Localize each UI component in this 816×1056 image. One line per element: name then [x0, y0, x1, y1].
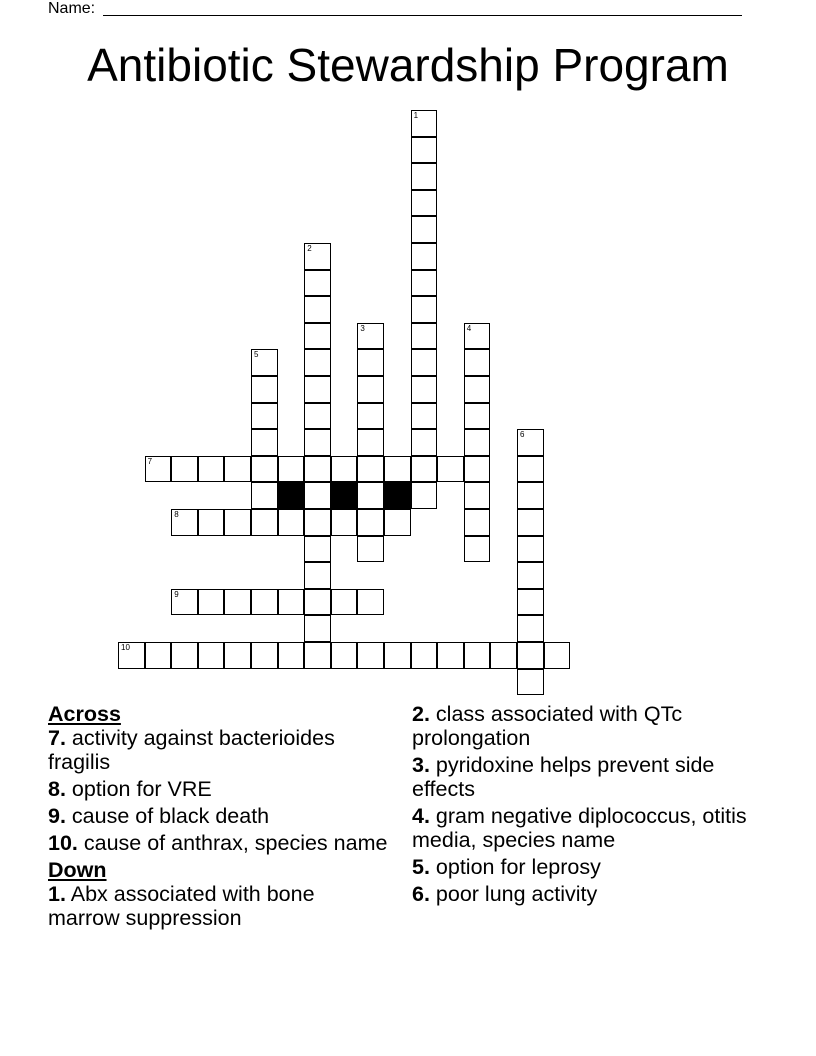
grid-cell[interactable]	[357, 349, 384, 376]
grid-cell[interactable]	[278, 642, 305, 669]
grid-cell[interactable]	[490, 642, 517, 669]
grid-cell[interactable]	[304, 509, 331, 536]
grid-cell[interactable]	[357, 376, 384, 403]
clue-down-1	[48, 882, 388, 930]
clue-text: gram negative diplococcus, otitis media, species name	[412, 804, 747, 852]
grid-cell[interactable]	[464, 403, 491, 430]
clue-number: 6.	[412, 882, 430, 906]
grid-cell[interactable]	[411, 190, 438, 217]
grid-cell[interactable]	[517, 456, 544, 483]
grid-cell[interactable]	[464, 323, 491, 350]
grid-cell[interactable]	[437, 642, 464, 669]
clue-number-label: 7	[147, 456, 153, 466]
grid-cell[interactable]	[411, 429, 438, 456]
grid-cell[interactable]	[198, 509, 225, 536]
grid-cell[interactable]	[517, 536, 544, 563]
clue-down-4	[412, 804, 772, 852]
grid-cell[interactable]	[171, 509, 198, 536]
clue-across-7	[48, 726, 388, 774]
grid-cell[interactable]	[464, 642, 491, 669]
grid-cell[interactable]	[224, 642, 251, 669]
grid-cell[interactable]	[278, 456, 305, 483]
grid-cell[interactable]	[251, 429, 278, 456]
grid-cell[interactable]	[517, 562, 544, 589]
grid-cell[interactable]	[411, 110, 438, 137]
grid-cell[interactable]	[517, 482, 544, 509]
grid-cell[interactable]	[357, 509, 384, 536]
grid-cell[interactable]	[304, 349, 331, 376]
grid-cell[interactable]	[411, 349, 438, 376]
grid-cell[interactable]	[517, 589, 544, 616]
grid-cell[interactable]	[304, 589, 331, 616]
grid-cell[interactable]	[331, 589, 358, 616]
grid-cell[interactable]	[411, 243, 438, 270]
grid-cell[interactable]	[331, 509, 358, 536]
grid-cell[interactable]	[304, 429, 331, 456]
grid-cell[interactable]	[411, 296, 438, 323]
grid-cell[interactable]	[145, 456, 172, 483]
grid-cell[interactable]	[278, 509, 305, 536]
grid-cell[interactable]	[171, 642, 198, 669]
grid-cell[interactable]	[517, 669, 544, 696]
clue-down-5	[412, 855, 772, 879]
grid-cell[interactable]	[464, 509, 491, 536]
clue-text: Abx associated with bone marrow suppression	[48, 882, 315, 930]
clue-number: 2.	[412, 702, 430, 726]
grid-cell[interactable]	[357, 642, 384, 669]
grid-cell[interactable]	[464, 429, 491, 456]
grid-cell[interactable]	[357, 482, 384, 509]
black-square	[384, 482, 411, 509]
clue-number-label: 10	[121, 643, 130, 652]
grid-cell[interactable]	[384, 456, 411, 483]
grid-cell[interactable]	[251, 589, 278, 616]
clue-down-6	[412, 882, 772, 906]
grid-cell[interactable]	[304, 562, 331, 589]
grid-cell[interactable]	[411, 323, 438, 350]
grid-cell[interactable]	[517, 429, 544, 456]
grid-cell[interactable]	[517, 642, 544, 669]
grid-cell[interactable]	[357, 456, 384, 483]
grid-cell[interactable]	[464, 376, 491, 403]
clue-number: 4.	[412, 804, 430, 828]
grid-cell[interactable]	[224, 456, 251, 483]
clue-number-label: 9	[174, 589, 179, 599]
grid-cell[interactable]	[304, 270, 331, 297]
clue-text: cause of anthrax, species name	[83, 831, 388, 855]
grid-cell[interactable]	[251, 376, 278, 403]
grid-cell[interactable]	[118, 642, 145, 669]
grid-cell[interactable]	[251, 456, 278, 483]
grid-cell[interactable]	[437, 456, 464, 483]
across-heading: Across	[48, 702, 121, 726]
grid-cell[interactable]	[251, 403, 278, 430]
grid-cell[interactable]	[357, 429, 384, 456]
clue-text: poor lung activity	[435, 882, 598, 906]
clue-text: pyridoxine helps prevent side effects	[412, 753, 715, 801]
grid-cell[interactable]	[357, 323, 384, 350]
grid-cell[interactable]	[251, 642, 278, 669]
clue-number: 10.	[48, 831, 78, 855]
grid-cell[interactable]	[304, 642, 331, 669]
grid-cell[interactable]	[304, 536, 331, 563]
clue-number: 3.	[412, 753, 430, 777]
clue-across-10	[48, 831, 388, 855]
grid-cell[interactable]	[411, 270, 438, 297]
grid-cell[interactable]	[304, 376, 331, 403]
grid-cell[interactable]	[251, 349, 278, 376]
grid-cell[interactable]	[411, 456, 438, 483]
grid-cell[interactable]	[411, 376, 438, 403]
clue-across-9	[48, 804, 388, 828]
clue-text: activity against bacterioides fragilis	[48, 726, 335, 774]
clue-text: option for leprosy	[435, 855, 601, 879]
clue-text: cause of black death	[71, 804, 270, 828]
grid-cell[interactable]	[331, 456, 358, 483]
grid-cell[interactable]	[304, 243, 331, 270]
clue-number: 8.	[48, 777, 66, 801]
grid-cell[interactable]	[411, 163, 438, 190]
grid-cell[interactable]	[171, 456, 198, 483]
grid-cell[interactable]	[171, 589, 198, 616]
black-square	[331, 482, 358, 509]
clue-number-label: 3	[360, 323, 365, 333]
clue-number-label: 5	[254, 350, 259, 360]
grid-cell[interactable]	[304, 323, 331, 350]
grid-cell[interactable]	[357, 403, 384, 430]
grid-cell[interactable]	[411, 216, 438, 243]
clue-number-label: 4	[466, 323, 472, 333]
grid-cell[interactable]	[145, 642, 172, 669]
grid-cell[interactable]	[411, 403, 438, 430]
grid-cell[interactable]	[251, 509, 278, 536]
grid-cell[interactable]	[464, 536, 491, 563]
clue-number-label: 2	[307, 244, 312, 253]
clue-text: class associated with QTc prolongation	[412, 702, 683, 750]
grid-cell[interactable]	[331, 642, 358, 669]
grid-cell[interactable]	[198, 589, 225, 616]
name-label: Name:	[48, 0, 96, 17]
clue-number-label: 6	[520, 430, 525, 440]
clue-number: 9.	[48, 804, 66, 828]
clue-down-3	[412, 753, 772, 801]
clue-across-8	[48, 777, 388, 801]
grid-cell[interactable]	[464, 456, 491, 483]
clue-number-label: 8	[174, 510, 179, 519]
grid-cell[interactable]	[517, 509, 544, 536]
clue-number: 1.	[48, 882, 66, 906]
grid-cell[interactable]	[357, 536, 384, 563]
grid-cell[interactable]	[384, 642, 411, 669]
grid-cell[interactable]	[278, 589, 305, 616]
grid-cell[interactable]	[198, 456, 225, 483]
grid-cell[interactable]	[251, 482, 278, 509]
grid-cell[interactable]	[304, 403, 331, 430]
grid-cell[interactable]	[224, 509, 251, 536]
grid-cell[interactable]	[411, 642, 438, 669]
clues-left-column	[48, 702, 388, 933]
page-title: Antibiotic Stewardship Program	[87, 39, 729, 91]
grid-cell[interactable]	[411, 482, 438, 509]
grid-cell[interactable]	[357, 589, 384, 616]
grid-cell[interactable]	[411, 137, 438, 164]
clue-text: option for VRE	[71, 777, 212, 801]
grid-cell[interactable]	[517, 615, 544, 642]
grid-cell[interactable]	[464, 349, 491, 376]
grid-cell[interactable]	[304, 482, 331, 509]
grid-cell[interactable]	[544, 642, 571, 669]
grid-cell[interactable]	[224, 589, 251, 616]
down-heading: Down	[48, 858, 107, 882]
black-square	[278, 482, 305, 509]
grid-cell[interactable]	[304, 296, 331, 323]
clue-number: 7.	[48, 726, 66, 750]
grid-cell[interactable]	[198, 642, 225, 669]
clue-number-label: 1	[413, 111, 419, 120]
clue-down-2	[412, 702, 772, 750]
clues-right-column	[412, 702, 772, 909]
grid-cell[interactable]	[304, 456, 331, 483]
grid-cell[interactable]	[384, 509, 411, 536]
grid-cell[interactable]	[464, 482, 491, 509]
clue-number: 5.	[412, 855, 430, 879]
grid-cell[interactable]	[304, 615, 331, 642]
